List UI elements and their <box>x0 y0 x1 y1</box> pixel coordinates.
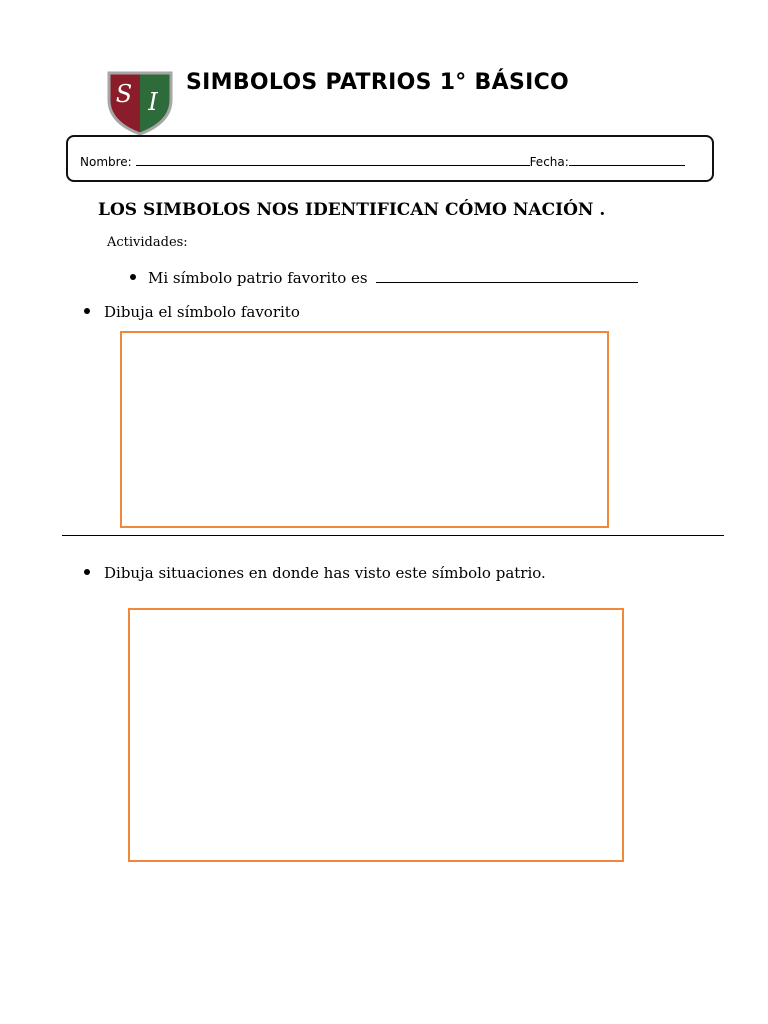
drawing-box-situations[interactable] <box>128 608 624 862</box>
bullet-icon <box>84 569 90 575</box>
list-item <box>84 564 546 582</box>
activities-label: Actividades: <box>107 235 188 250</box>
list-item-text: Mi símbolo patrio favorito es <box>148 269 368 287</box>
list-item-text: Dibuja el símbolo favorito <box>104 303 300 321</box>
favorite-symbol-field[interactable] <box>376 268 638 283</box>
page-title: SIMBOLOS PATRIOS 1° BÁSICO <box>186 70 570 95</box>
bullet-icon <box>130 274 136 280</box>
drawing-box-favorite-symbol[interactable] <box>120 331 609 528</box>
svg-text:S: S <box>115 80 133 108</box>
date-field[interactable] <box>569 153 685 166</box>
list-item-text: Dibuja situaciones en donde has visto este símbolo patrio. <box>104 564 546 582</box>
svg-text:I: I <box>148 88 158 116</box>
list-item <box>84 303 300 321</box>
list-item <box>130 268 638 287</box>
school-shield-logo <box>106 70 174 136</box>
name-field[interactable] <box>136 153 530 166</box>
student-info-box <box>66 135 714 182</box>
bullet-icon <box>84 308 90 314</box>
name-label: Nombre: <box>80 155 132 169</box>
section-heading: LOS SIMBOLOS NOS IDENTIFICAN CÓMO NACIÓN . <box>98 200 606 220</box>
student-info-line <box>80 153 685 169</box>
divider <box>62 535 724 536</box>
date-label: Fecha: <box>529 155 569 169</box>
